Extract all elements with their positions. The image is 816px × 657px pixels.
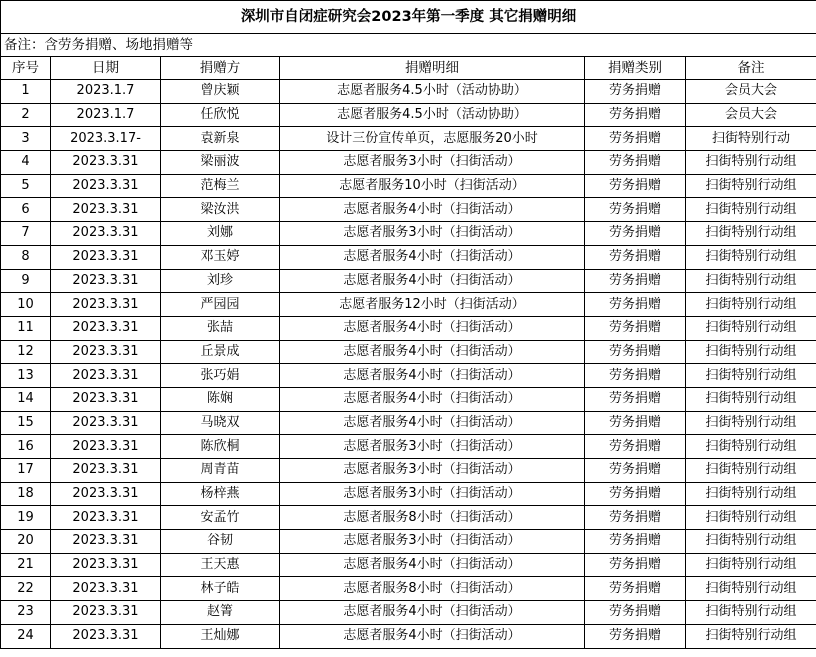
detail-cell[interactable]: 志愿者服务4小时（扫街活动） [280, 269, 585, 293]
remark-cell[interactable]: 扫街特别行动组 [686, 530, 816, 554]
row-index-cell[interactable]: 11 [1, 316, 51, 340]
remark-cell[interactable]: 扫街特别行动 [686, 127, 816, 151]
detail-cell[interactable]: 志愿者服务4小时（扫街活动） [280, 316, 585, 340]
table-row [1, 435, 816, 459]
row-index-cell[interactable]: 13 [1, 364, 51, 388]
donor-cell[interactable]: 安孟竹 [161, 506, 280, 530]
remark-cell[interactable]: 扫街特别行动组 [686, 340, 816, 364]
donor-cell[interactable]: 邓玉婷 [161, 245, 280, 269]
category-cell[interactable]: 劳务捐赠 [585, 198, 686, 222]
row-index-cell[interactable]: 2 [1, 103, 51, 127]
date-cell[interactable]: 2023.3.31 [51, 482, 161, 506]
donor-cell[interactable]: 马晓双 [161, 411, 280, 435]
note-row [1, 34, 816, 57]
category-cell[interactable]: 劳务捐赠 [585, 151, 686, 175]
donor-cell[interactable]: 赵箐 [161, 601, 280, 625]
donor-cell[interactable]: 袁新泉 [161, 127, 280, 151]
table-row [1, 269, 816, 293]
date-cell[interactable]: 2023.1.7 [51, 103, 161, 127]
date-cell[interactable]: 2023.3.31 [51, 293, 161, 317]
detail-cell[interactable]: 志愿者服务4小时（扫街活动） [280, 411, 585, 435]
row-index-cell[interactable]: 20 [1, 530, 51, 554]
category-cell[interactable]: 劳务捐赠 [585, 174, 686, 198]
table-row [1, 387, 816, 411]
row-index-cell[interactable]: 23 [1, 601, 51, 625]
donor-cell[interactable]: 陈欣桐 [161, 435, 280, 459]
row-index-cell[interactable]: 10 [1, 293, 51, 317]
header-cell-remark[interactable]: 备注 [686, 57, 816, 80]
category-cell[interactable]: 劳务捐赠 [585, 601, 686, 625]
category-cell[interactable]: 劳务捐赠 [585, 411, 686, 435]
detail-cell[interactable]: 志愿者服务4小时（扫街活动） [280, 387, 585, 411]
remark-cell[interactable]: 扫街特别行动组 [686, 364, 816, 388]
table-row [1, 577, 816, 601]
date-cell[interactable]: 2023.3.31 [51, 245, 161, 269]
date-cell[interactable]: 2023.3.31 [51, 222, 161, 246]
table-row [1, 340, 816, 364]
detail-cell[interactable]: 志愿者服务4小时（扫街活动） [280, 553, 585, 577]
table-row [1, 411, 816, 435]
detail-cell[interactable]: 志愿者服务4小时（扫街活动） [280, 340, 585, 364]
table-row [1, 222, 816, 246]
category-cell[interactable]: 劳务捐赠 [585, 293, 686, 317]
date-cell[interactable]: 2023.3.31 [51, 151, 161, 175]
header-row [1, 57, 816, 80]
table-row [1, 198, 816, 222]
category-cell[interactable]: 劳务捐赠 [585, 435, 686, 459]
remark-cell[interactable]: 扫街特别行动组 [686, 601, 816, 625]
category-cell[interactable]: 劳务捐赠 [585, 506, 686, 530]
category-cell[interactable]: 劳务捐赠 [585, 127, 686, 151]
table-row [1, 174, 816, 198]
row-index-cell[interactable]: 18 [1, 482, 51, 506]
remark-cell[interactable]: 扫街特别行动组 [686, 459, 816, 483]
date-cell[interactable]: 2023.3.31 [51, 269, 161, 293]
remark-cell[interactable]: 扫街特别行动组 [686, 387, 816, 411]
donor-cell[interactable]: 任欣悦 [161, 103, 280, 127]
category-cell[interactable]: 劳务捐赠 [585, 269, 686, 293]
date-cell[interactable]: 2023.3.31 [51, 364, 161, 388]
row-index-cell[interactable]: 6 [1, 198, 51, 222]
donor-cell[interactable]: 张巧娟 [161, 364, 280, 388]
donor-cell[interactable]: 梁丽波 [161, 151, 280, 175]
header-cell-detail[interactable]: 捐赠明细 [280, 57, 585, 80]
table-row [1, 316, 816, 340]
row-index-cell[interactable]: 1 [1, 80, 51, 104]
row-index-cell[interactable]: 16 [1, 435, 51, 459]
detail-cell[interactable]: 志愿者服务3小时（扫街活动） [280, 482, 585, 506]
remark-cell[interactable]: 扫街特别行动组 [686, 245, 816, 269]
title-row [1, 1, 816, 34]
donor-cell[interactable]: 严园园 [161, 293, 280, 317]
remark-cell[interactable]: 扫街特别行动组 [686, 174, 816, 198]
detail-cell[interactable]: 志愿者服务4小时（扫街活动） [280, 601, 585, 625]
table-row [1, 459, 816, 483]
remark-cell[interactable]: 扫街特别行动组 [686, 553, 816, 577]
table-row [1, 293, 816, 317]
date-cell[interactable]: 2023.3.31 [51, 506, 161, 530]
remark-cell[interactable]: 扫街特别行动组 [686, 293, 816, 317]
category-cell[interactable]: 劳务捐赠 [585, 577, 686, 601]
date-cell[interactable]: 2023.3.31 [51, 387, 161, 411]
category-cell[interactable]: 劳务捐赠 [585, 530, 686, 554]
row-index-cell[interactable]: 3 [1, 127, 51, 151]
category-cell[interactable]: 劳务捐赠 [585, 316, 686, 340]
donor-cell[interactable]: 曾庆颖 [161, 80, 280, 104]
remark-cell[interactable]: 扫街特别行动组 [686, 435, 816, 459]
table-row [1, 601, 816, 625]
detail-cell[interactable]: 志愿者服务10小时（扫街活动） [280, 174, 585, 198]
category-cell[interactable]: 劳务捐赠 [585, 482, 686, 506]
donor-cell[interactable]: 谷韧 [161, 530, 280, 554]
detail-cell[interactable]: 志愿者服务3小时（扫街活动） [280, 222, 585, 246]
date-cell[interactable]: 2023.3.31 [51, 624, 161, 648]
remark-cell[interactable]: 扫街特别行动组 [686, 198, 816, 222]
donor-cell[interactable]: 王天惠 [161, 553, 280, 577]
donor-cell[interactable]: 王灿娜 [161, 624, 280, 648]
category-cell[interactable]: 劳务捐赠 [585, 364, 686, 388]
detail-cell[interactable]: 设计三份宣传单页，志愿服务20小时 [280, 127, 585, 151]
detail-cell[interactable]: 志愿者服务4小时（扫街活动） [280, 245, 585, 269]
date-cell[interactable]: 2023.3.31 [51, 601, 161, 625]
donor-cell[interactable]: 梁汝洪 [161, 198, 280, 222]
category-cell[interactable]: 劳务捐赠 [585, 624, 686, 648]
detail-cell[interactable]: 志愿者服务8小时（扫街活动） [280, 506, 585, 530]
table-row [1, 151, 816, 175]
row-index-cell[interactable]: 4 [1, 151, 51, 175]
detail-cell[interactable]: 志愿者服务3小时（扫街活动） [280, 530, 585, 554]
detail-cell[interactable]: 志愿者服务3小时（扫街活动） [280, 151, 585, 175]
donor-cell[interactable]: 林子皓 [161, 577, 280, 601]
date-cell[interactable]: 2023.3.31 [51, 411, 161, 435]
detail-cell[interactable]: 志愿者服务4小时（扫街活动） [280, 198, 585, 222]
date-cell[interactable]: 2023.3.31 [51, 553, 161, 577]
header-cell-category[interactable]: 捐赠类别 [585, 57, 686, 80]
detail-cell[interactable]: 志愿者服务4.5小时（活动协助） [280, 80, 585, 104]
table-row [1, 624, 816, 648]
sheet-title[interactable]: 深圳市自闭症研究会2023年第一季度 其它捐赠明细 [1, 1, 816, 34]
row-index-cell[interactable]: 14 [1, 387, 51, 411]
date-cell[interactable]: 2023.3.31 [51, 198, 161, 222]
donor-cell[interactable]: 杨梓燕 [161, 482, 280, 506]
category-cell[interactable]: 劳务捐赠 [585, 340, 686, 364]
table-row [1, 530, 816, 554]
table-row [1, 364, 816, 388]
detail-cell[interactable]: 志愿者服务4小时（扫街活动） [280, 364, 585, 388]
header-cell-donor[interactable]: 捐赠方 [161, 57, 280, 80]
date-cell[interactable]: 2023.3.31 [51, 459, 161, 483]
remark-cell[interactable]: 扫街特别行动组 [686, 411, 816, 435]
remark-cell[interactable]: 扫街特别行动组 [686, 269, 816, 293]
date-cell[interactable]: 2023.3.31 [51, 530, 161, 554]
remark-cell[interactable]: 扫街特别行动组 [686, 506, 816, 530]
category-cell[interactable]: 劳务捐赠 [585, 553, 686, 577]
sheet-note[interactable]: 备注：含劳务捐赠、场地捐赠等 [1, 34, 816, 57]
donor-cell[interactable]: 范梅兰 [161, 174, 280, 198]
remark-cell[interactable]: 扫街特别行动组 [686, 482, 816, 506]
row-index-cell[interactable]: 8 [1, 245, 51, 269]
category-cell[interactable]: 劳务捐赠 [585, 80, 686, 104]
row-index-cell[interactable]: 17 [1, 459, 51, 483]
remark-cell[interactable]: 扫街特别行动组 [686, 577, 816, 601]
donor-cell[interactable]: 丘景成 [161, 340, 280, 364]
category-cell[interactable]: 劳务捐赠 [585, 459, 686, 483]
date-cell[interactable]: 2023.3.31 [51, 316, 161, 340]
date-cell[interactable]: 2023.3.31 [51, 435, 161, 459]
detail-cell[interactable]: 志愿者服务4小时（扫街活动） [280, 624, 585, 648]
table-row [1, 127, 816, 151]
row-index-cell[interactable]: 24 [1, 624, 51, 648]
table-row [1, 245, 816, 269]
date-cell[interactable]: 2023.1.7 [51, 80, 161, 104]
date-cell[interactable]: 2023.3.31 [51, 340, 161, 364]
category-cell[interactable]: 劳务捐赠 [585, 222, 686, 246]
table-row [1, 80, 816, 104]
row-index-cell[interactable]: 9 [1, 269, 51, 293]
detail-cell[interactable]: 志愿者服务4.5小时（活动协助） [280, 103, 585, 127]
detail-cell[interactable]: 志愿者服务8小时（扫街活动） [280, 577, 585, 601]
date-cell[interactable]: 2023.3.31 [51, 174, 161, 198]
category-cell[interactable]: 劳务捐赠 [585, 103, 686, 127]
donor-cell[interactable]: 周青苗 [161, 459, 280, 483]
row-index-cell[interactable]: 7 [1, 222, 51, 246]
table-row [1, 553, 816, 577]
remark-cell[interactable]: 扫街特别行动组 [686, 151, 816, 175]
donor-cell[interactable]: 陈娴 [161, 387, 280, 411]
row-index-cell[interactable]: 12 [1, 340, 51, 364]
row-index-cell[interactable]: 22 [1, 577, 51, 601]
date-cell[interactable]: 2023.3.17- [51, 127, 161, 151]
remark-cell[interactable]: 扫街特别行动组 [686, 222, 816, 246]
donor-cell[interactable]: 刘娜 [161, 222, 280, 246]
remark-cell[interactable]: 扫街特别行动组 [686, 624, 816, 648]
table-row [1, 103, 816, 127]
row-index-cell[interactable]: 5 [1, 174, 51, 198]
header-cell-index[interactable]: 序号 [1, 57, 51, 80]
header-cell-date[interactable]: 日期 [51, 57, 161, 80]
detail-cell[interactable]: 志愿者服务3小时（扫街活动） [280, 435, 585, 459]
table-row [1, 482, 816, 506]
category-cell[interactable]: 劳务捐赠 [585, 245, 686, 269]
remark-cell[interactable]: 会员大会 [686, 103, 816, 127]
table-row [1, 506, 816, 530]
donor-cell[interactable]: 张喆 [161, 316, 280, 340]
remark-cell[interactable]: 扫街特别行动组 [686, 316, 816, 340]
detail-cell[interactable]: 志愿者服务3小时（扫街活动） [280, 459, 585, 483]
donor-cell[interactable]: 刘珍 [161, 269, 280, 293]
remark-cell[interactable]: 会员大会 [686, 80, 816, 104]
row-index-cell[interactable]: 19 [1, 506, 51, 530]
date-cell[interactable]: 2023.3.31 [51, 577, 161, 601]
row-index-cell[interactable]: 21 [1, 553, 51, 577]
row-index-cell[interactable]: 15 [1, 411, 51, 435]
detail-cell[interactable]: 志愿者服务12小时（扫街活动） [280, 293, 585, 317]
category-cell[interactable]: 劳务捐赠 [585, 387, 686, 411]
